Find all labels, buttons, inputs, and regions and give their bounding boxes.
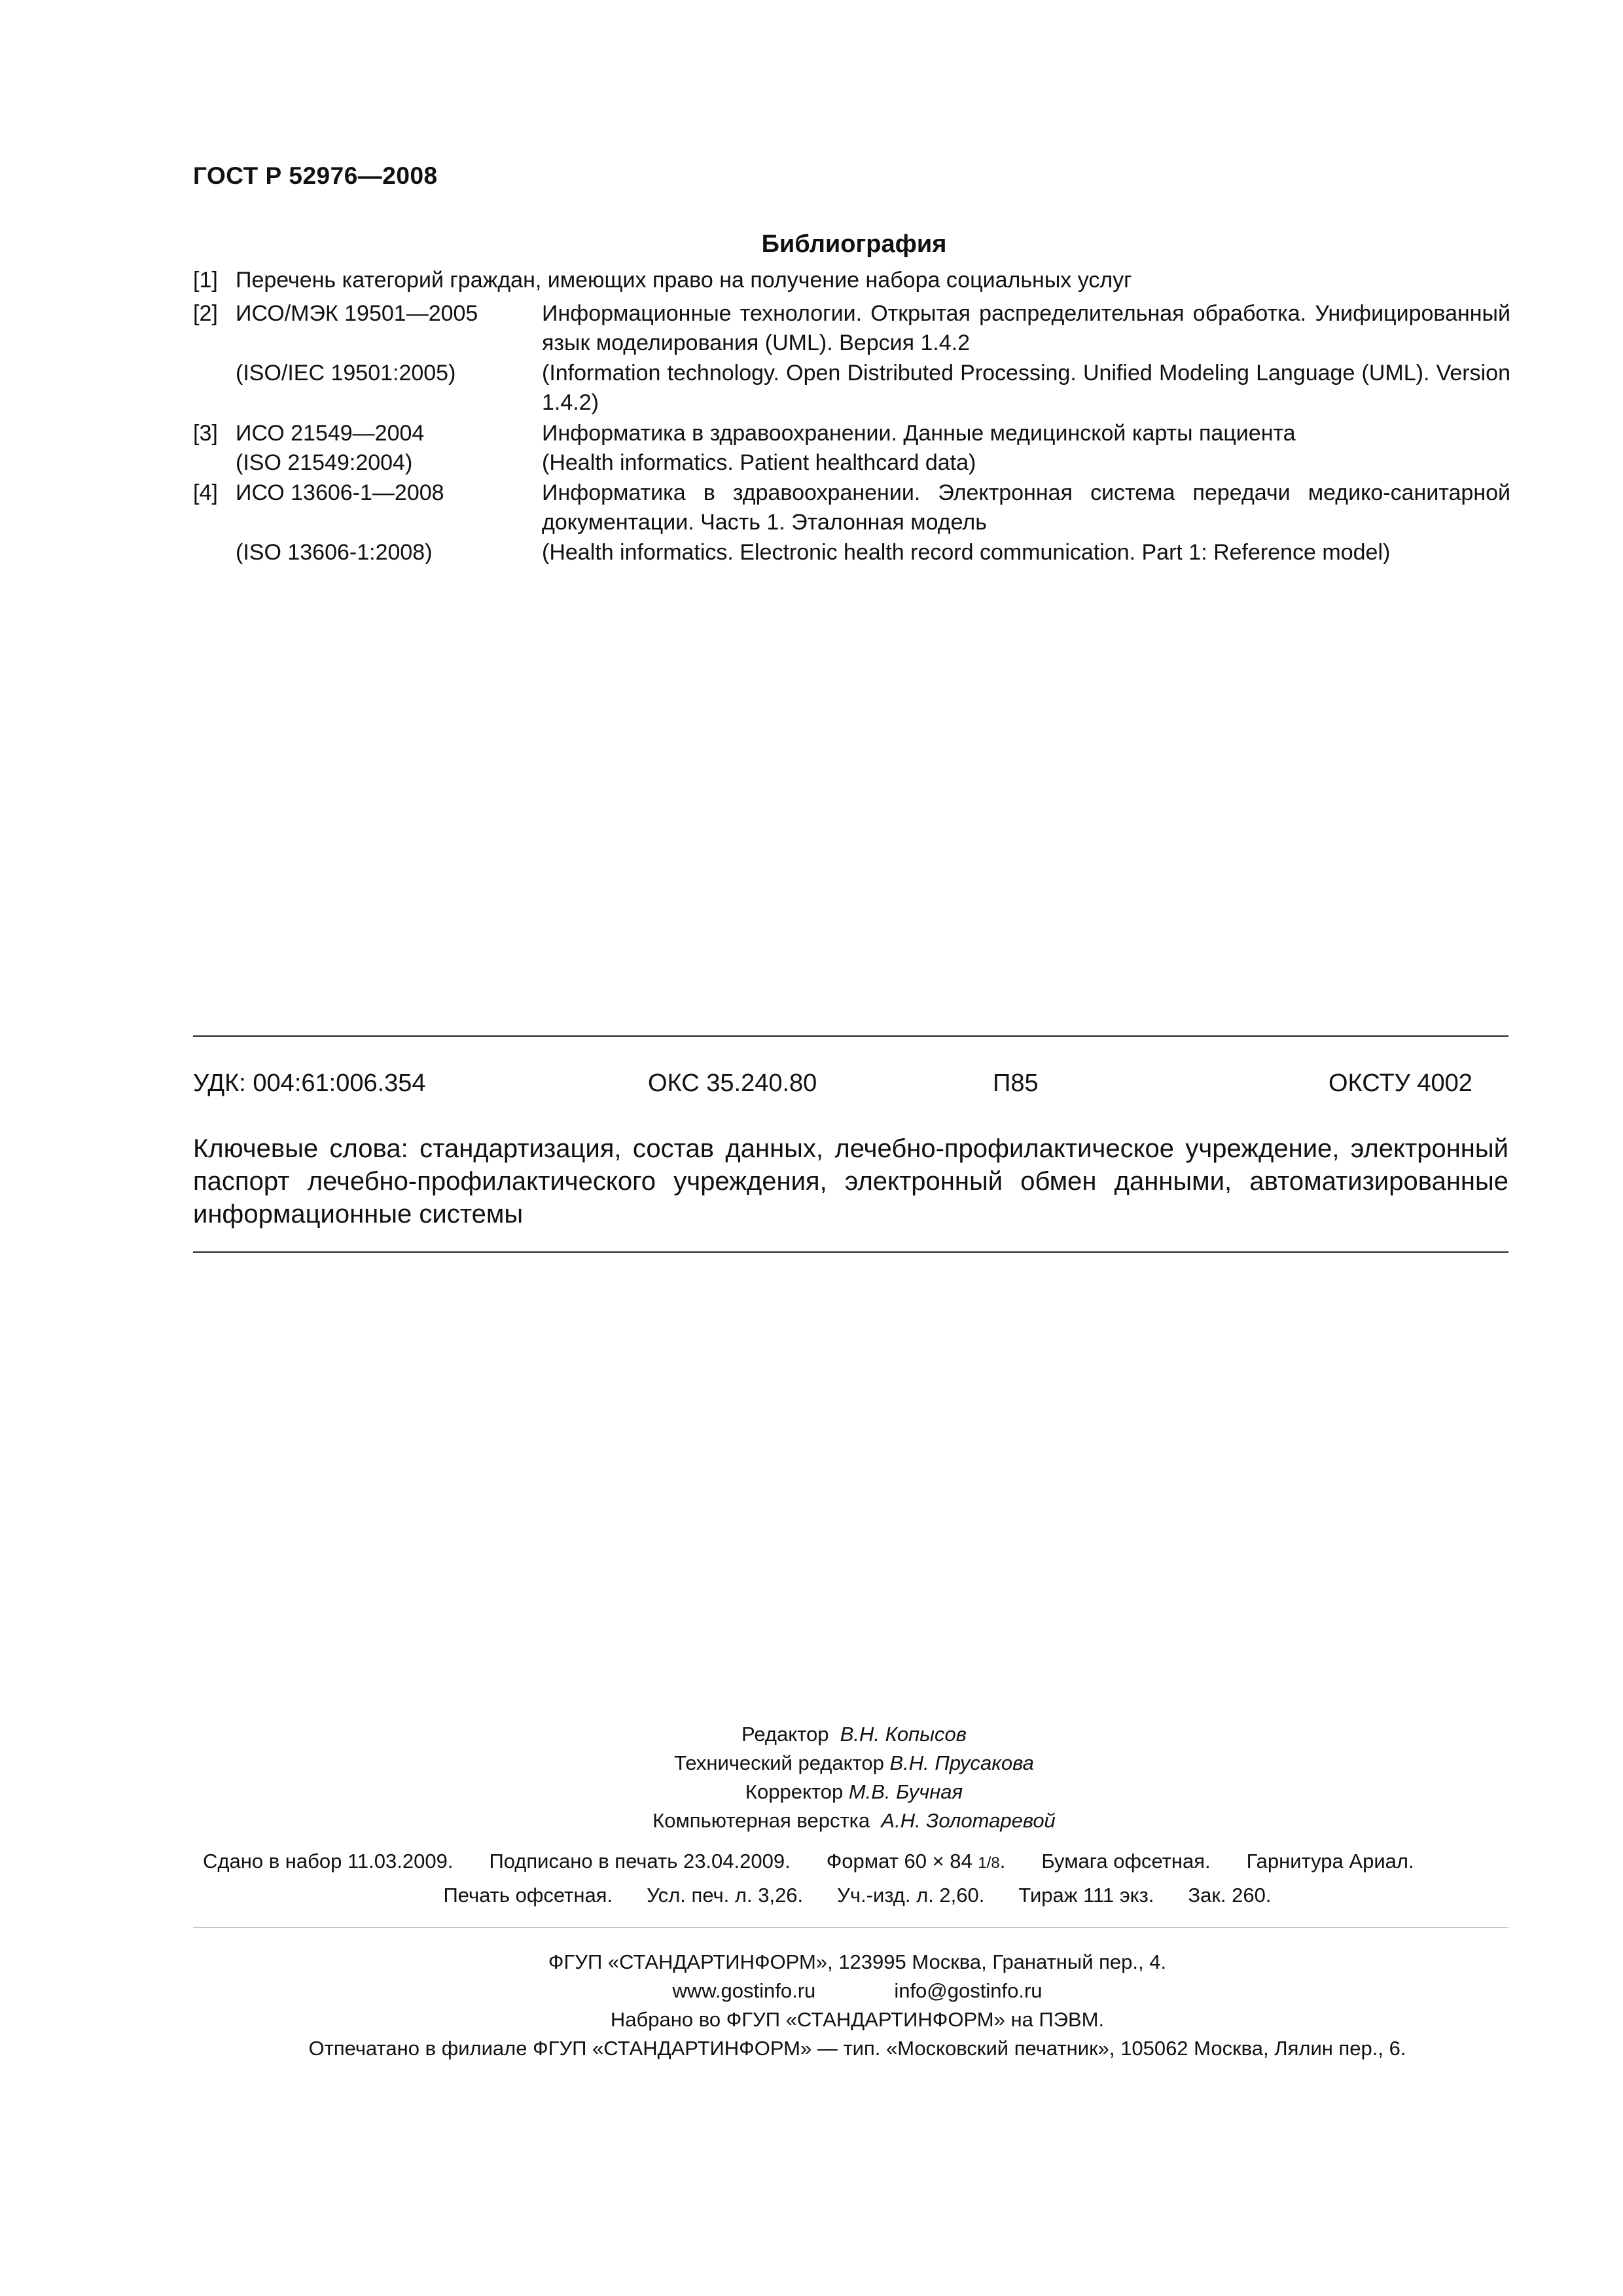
- layout-name: А.Н. Золотаревой: [881, 1809, 1056, 1832]
- publication-line-2: [0, 1884, 1623, 1907]
- standard-code: ГОСТ Р 52976—2008: [193, 162, 438, 189]
- divider-top: [193, 1035, 1508, 1037]
- order-number: Зак. 260.: [1188, 1884, 1272, 1907]
- keywords: Ключевые слова: стандартизация, состав данных, лечебно-профилактическое учреждение, электронный паспорт лечебно-профилактического учреждения, электронный обмен данными, автоматизированные информационные системы: [193, 1134, 1508, 1229]
- layout-label: Компьютерная верстка: [652, 1809, 870, 1832]
- bib-entry-3-ref: ИСО 21549—2004: [236, 421, 425, 446]
- footer: [0, 1948, 1623, 2063]
- printed-info: Отпечатано в филиале ФГУП «СТАНДАРТИНФОРМ» — тип. «Московский печатник», 105062 Москва, Лялин пер., 6.: [308, 2037, 1406, 2060]
- credits: [0, 1720, 1623, 1835]
- paper-type: Бумага офсетная.: [1041, 1850, 1211, 1873]
- circulation: Тираж 111 экз.: [1018, 1884, 1154, 1907]
- bib-entry-3-number: [3]: [193, 421, 218, 446]
- bib-entry-1-number: [1]: [193, 268, 218, 293]
- bib-entry-3-intl-ref: (ISO 21549:2004): [236, 450, 413, 475]
- bib-entry-2-intl-ref: (ISO/IEC 19501:2005): [236, 361, 456, 386]
- p-code: П85: [993, 1069, 1039, 1097]
- tech-editor-name: В.Н. Прусакова: [889, 1751, 1034, 1774]
- print-type: Печать офсетная.: [443, 1884, 613, 1907]
- font-type: Гарнитура Ариал.: [1246, 1850, 1414, 1873]
- publisher-address: ФГУП «СТАНДАРТИНФОРМ», 123995 Москва, Гранатный пер., 4.: [548, 1950, 1167, 1973]
- corrector-name: М.В. Бучная: [848, 1780, 963, 1803]
- format-info: Формат 60 × 84 1/8.: [826, 1850, 1006, 1873]
- signed-date: Подписано в печать 23.04.2009.: [489, 1850, 791, 1873]
- submitted-date: Сдано в набор 11.03.2009.: [203, 1850, 454, 1873]
- corrector-label: Корректор: [745, 1780, 844, 1803]
- edition-sheets: Уч.-изд. л. 2,60.: [837, 1884, 985, 1907]
- editor-label: Редактор: [741, 1723, 829, 1746]
- okstu-code: ОКСТУ 4002: [1329, 1069, 1472, 1097]
- bib-entry-4-number: [4]: [193, 480, 218, 505]
- bibliography-title: Библиография: [761, 230, 947, 258]
- typeset-info: Набрано во ФГУП «СТАНДАРТИНФОРМ» на ПЭВМ.: [610, 2008, 1105, 2031]
- bib-entry-4-intl-ref: (ISO 13606-1:2008): [236, 540, 433, 565]
- bib-entry-4-title-ru: Информатика в здравоохранении. Электронная система передачи медико-санитарной документации. Часть 1. Эталонная модель: [542, 480, 1510, 535]
- divider-bottom: [193, 1251, 1508, 1253]
- website-link[interactable]: www.gostinfo.ru: [672, 1979, 816, 2002]
- editor-name: В.Н. Копысов: [840, 1723, 967, 1746]
- oks-code: ОКС 35.240.80: [648, 1069, 817, 1097]
- bib-entry-3-title-en: (Health informatics. Patient healthcard data): [542, 450, 976, 475]
- publication-line-1: [203, 1850, 1414, 1873]
- bib-entry-4-ref: ИСО 13606-1—2008: [236, 480, 444, 505]
- bib-entry-1-ref: Перечень категорий граждан, имеющих право на получение набора социальных услуг: [236, 268, 1132, 293]
- tech-editor-label: Технический редактор: [674, 1751, 884, 1774]
- format-fraction: 1/8: [978, 1854, 1000, 1872]
- bib-entry-2-number: [2]: [193, 301, 218, 326]
- bib-entry-2-title-en: (Information technology. Open Distributed Processing. Unified Modeling Language (UML). Version 1.4.2): [542, 361, 1510, 415]
- bib-entry-2-title-ru: Информационные технологии. Открытая распределительная обработка. Унифицированный язык моделирования (UML). Версия 1.4.2: [542, 301, 1510, 355]
- udk-code: УДК: 004:61:006.354: [193, 1069, 426, 1097]
- bib-entry-2-ref: ИСО/МЭК 19501—2005: [236, 301, 478, 326]
- print-sheets: Усл. печ. л. 3,26.: [647, 1884, 804, 1907]
- bib-entry-4-title-en: (Health informatics. Electronic health record communication. Part 1: Reference model): [542, 540, 1391, 565]
- bib-entry-3-title-ru: Информатика в здравоохранении. Данные медицинской карты пациента: [542, 421, 1296, 446]
- email-link[interactable]: info@gostinfo.ru: [894, 1979, 1043, 2002]
